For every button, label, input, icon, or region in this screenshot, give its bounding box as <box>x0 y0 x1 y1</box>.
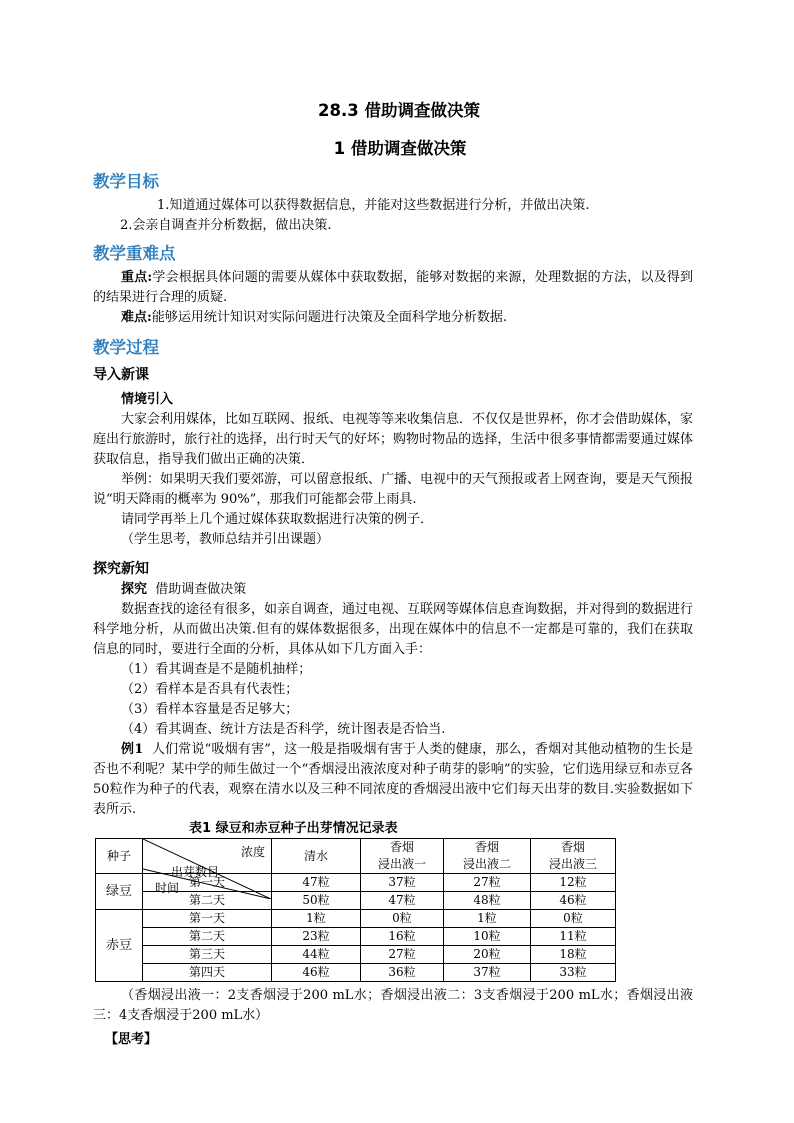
table-header-row <box>96 839 616 874</box>
value-cell: 11粒 <box>531 928 616 946</box>
scene-paragraph-3: 请同学再举上几个通过媒体获取数据进行决策的例子． <box>121 512 434 527</box>
section-heading-keypoints: 教学重难点 <box>93 244 176 263</box>
header-concentration: 浓度 <box>240 845 265 859</box>
subheading-explore: 探究新知 <box>93 561 149 577</box>
value-cell: 47粒 <box>361 892 444 910</box>
value-cell: 46粒 <box>531 892 616 910</box>
key-point-paragraph <box>93 268 693 308</box>
table-note: （香烟浸出液一：2支香烟浸于200 mL水；香烟浸出液二：3支香烟浸于200 mL水；香烟浸出液三：4支香烟浸于200 mL水） <box>93 988 693 1023</box>
scene-paragraph-4: （学生思考，教师总结并引出课题） <box>121 532 330 547</box>
value-cell: 12粒 <box>531 874 616 892</box>
seed-cell: 绿豆 <box>96 874 143 910</box>
table-row <box>96 964 616 982</box>
explore-list-item-3: （3）看样本容量是否足够大； <box>121 702 299 717</box>
day-cell: 第四天 <box>143 964 272 982</box>
example-paragraph <box>93 740 693 820</box>
key-point-text: 学会根据具体问题的需要从媒体中获取数据，能够对数据的来源，处理数据的方法，以及得到的结果进行合理的质疑. <box>93 270 693 305</box>
day-cell: 第二天 <box>143 892 272 910</box>
goal-item-1: 1.知道通过媒体可以获得数据信息，并能对这些数据进行分析，并做出决策. <box>157 198 590 213</box>
document-page <box>93 96 693 1050</box>
value-cell: 50粒 <box>272 892 361 910</box>
explore-label: 探究 <box>121 582 148 597</box>
header-column-2: 香烟 浸出液一 <box>361 839 444 874</box>
value-cell: 33粒 <box>531 964 616 982</box>
seed-cell: 赤豆 <box>96 910 143 982</box>
explore-paragraph: 数据查找的途径有很多，如亲自调查，通过电视、互联网等媒体信息查询数据，并对得到的数据进行科学地分析，从而做出决策.但有的媒体数据很多，出现在媒体中的信息不一定都是可靠的，我们在获取信息的同时，要进行全面的分析，具体从如下几方面入手： <box>93 602 694 657</box>
example-text: 人们常说“吸烟有害”，这一般是指吸烟有害于人类的健康，那么，香烟对其他动植物的生长是否也不利呢？某中学的师生做过一个“香烟浸出液浓度对种子萌芽的影响”的实验，它们选用绿豆和赤豆各50粒作为种子的代表，观察在清水以及三种不同浓度的香烟浸出液中它们每天出芽的数目.实验数据如下表所示. <box>93 742 694 817</box>
value-cell: 16粒 <box>361 928 444 946</box>
value-cell: 27粒 <box>361 946 444 964</box>
section-heading-goal: 教学目标 <box>93 172 159 191</box>
table-caption: 表1 绿豆和赤豆种子出芽情况记录表 <box>189 821 398 836</box>
table-row <box>96 910 616 928</box>
scene-paragraph-1: 大家会利用媒体，比如互联网、报纸、电视等等来收集信息．不仅仅是世界杯，你才会借助媒体，家庭出行旅游时，旅行社的选择，出行时天气的好坏；购物时物品的选择，生活中很多事情都需要通过媒体获取信息，指导我们做出正确的决策． <box>93 412 694 467</box>
difficulty-text: 能够运用统计知识对实际问题进行决策及全面科学地分析数据. <box>151 310 507 325</box>
value-cell: 37粒 <box>444 964 531 982</box>
think-label: 【思考】 <box>105 1032 158 1047</box>
value-cell: 18粒 <box>531 946 616 964</box>
sprout-data-table <box>95 838 616 982</box>
value-cell: 36粒 <box>361 964 444 982</box>
day-cell: 第一天 <box>143 910 272 928</box>
value-cell: 44粒 <box>272 946 361 964</box>
value-cell: 23粒 <box>272 928 361 946</box>
header-column-4: 香烟 浸出液三 <box>531 839 616 874</box>
goal-item-2: 2.会亲自调查并分析数据，做出决策. <box>120 218 332 233</box>
header-column-3: 香烟 浸出液二 <box>444 839 531 874</box>
value-cell: 46粒 <box>272 964 361 982</box>
value-cell: 1粒 <box>272 910 361 928</box>
section-heading-process: 教学过程 <box>93 338 159 357</box>
header-time: 时间 <box>155 881 180 895</box>
example-label: 例1 <box>121 742 144 757</box>
scene-paragraph-2: 举例：如果明天我们要郊游，可以留意报纸、广播、电视中的天气预报或者上网查询，要是天气预报说“明天降雨的概率为 90%”，那我们可能都会带上雨具. <box>93 472 694 507</box>
value-cell: 0粒 <box>361 910 444 928</box>
explore-title-line <box>93 580 693 600</box>
value-cell: 48粒 <box>444 892 531 910</box>
explore-list-item-4: （4）看其调查、统计方法是否科学，统计图表是否恰当. <box>121 722 446 737</box>
page-subtitle: 1 借助调查做决策 <box>333 139 467 158</box>
explore-title: 借助调查做决策 <box>155 582 247 597</box>
explore-list-item-1: （1）看其调查是不是随机抽样； <box>121 662 312 677</box>
difficulty-paragraph <box>93 308 693 328</box>
page-title: 28.3 借助调查做决策 <box>318 101 480 120</box>
header-column-1: 清水 <box>272 839 361 874</box>
explore-list-item-2: （2）看样本是否具有代表性； <box>121 682 299 697</box>
header-seed: 种子 <box>96 839 143 874</box>
value-cell: 1粒 <box>444 910 531 928</box>
difficulty-label: 难点: <box>121 310 152 325</box>
day-cell: 第二天 <box>143 928 272 946</box>
value-cell: 20粒 <box>444 946 531 964</box>
value-cell: 47粒 <box>272 874 361 892</box>
day-cell: 第三天 <box>143 946 272 964</box>
table-row <box>96 946 616 964</box>
scene-label: 情境引入 <box>121 392 174 407</box>
day-cell: 第一天 <box>143 874 272 892</box>
value-cell: 37粒 <box>361 874 444 892</box>
table-row <box>96 928 616 946</box>
value-cell: 0粒 <box>531 910 616 928</box>
key-point-label: 重点: <box>121 270 153 285</box>
subheading-intro: 导入新课 <box>93 367 149 383</box>
value-cell: 10粒 <box>444 928 531 946</box>
header-sprout: 出芽数目 <box>171 865 220 879</box>
value-cell: 27粒 <box>444 874 531 892</box>
